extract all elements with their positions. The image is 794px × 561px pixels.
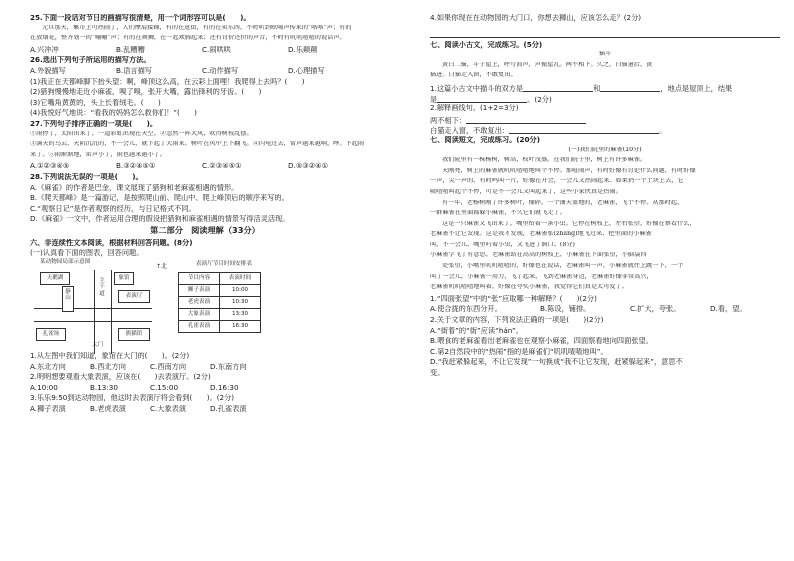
sec7a-q1-score: 。(2分) [527,94,552,104]
q26-item: (2)猎狗慢慢地走近小麻雀，嗅了嗅，张开大嘴，露出锋利的牙齿。( ) [30,88,262,97]
schedule-table [178,272,261,333]
option[interactable]: B.老虎表演 [90,405,126,414]
q25-text-line: 在放烟花，整齐划一的“嘣嘣”声；有的在舞狮，在一起欢腾起来；还有讨价还价的声音，不时有叽叽喳喳的说话声。 [30,35,346,42]
q27-line: ①雨停了，太阳出来了，一道彩虹出现在天空。②忽然一阵大风，吹得树枝乱摆。 [30,130,253,137]
option[interactable]: C.大象表演 [150,405,187,414]
option[interactable]: A.兴冲冲 [30,45,59,54]
option[interactable]: C.②③④⑤① [202,162,242,171]
q25-stem: 25.下面一段话对节日的画描写很清楚，用一个词形容可以是( )。 [30,14,251,22]
option[interactable]: C.动作描写 [202,66,239,75]
schedule-cell: 大象表演 [179,309,220,321]
sec6-q2: 2.明明想要观看大象表演，应该在( )去表演厅。(2分) [30,373,211,382]
schedule-cell: 老虎表演 [179,297,220,309]
option[interactable]: C.扩大，夸张。 [630,305,681,314]
map-performance-hall: 表演厅 [118,290,150,303]
passage-line: 老麻雀叽叽喳喳地叫着，好像在夸奖小麻雀，我觉得它们真是太可爱了。 [430,284,628,291]
option[interactable]: C.15:00 [150,383,179,392]
answer-blank[interactable] [437,94,527,103]
answer-blank[interactable] [466,115,586,124]
option[interactable]: B.乱糟糟 [116,45,145,54]
option[interactable]: A.①②③④⑤ [30,162,70,171]
sec7a-q1-line2-text: 是 [430,94,438,104]
q26-item: (4)我悦好气地说：“看我的妈妈怎么救你们！”( ) [30,109,197,118]
q28-item[interactable]: C.“观察日记”是作者观察的经历，与日记格式不同。 [30,204,196,213]
q26-item: (3)它嘴角黄黄的，头上长着绒毛。( ) [30,98,161,107]
option[interactable]: A.10:00 [30,383,58,392]
sec7b-sub: (一)我们院里的麻雀(10分) [568,146,642,153]
answer-blank[interactable] [523,83,593,92]
q27-stem: 27.下列句子排序正确的一项是( )。 [30,119,158,128]
east-west-road [34,308,152,322]
option[interactable]: B.陈设，铺排。 [540,305,591,314]
schedule-cell: 13:30 [220,309,261,321]
option[interactable]: D.16:30 [210,383,239,392]
map-peacock-field: 孔雀场 [36,328,66,341]
sec7a-q2b-end: 。 [659,126,667,136]
right-column [430,14,780,380]
map-main-road: 主干道 [99,278,105,297]
schedule-cell: 表演时间 [220,273,261,285]
sec7a-q1-mid: 和 [593,83,601,93]
sec6-sub: (一)认真看下面的图表，回答问题。 [30,249,144,258]
sec7b-q2-option[interactable]: A.“街着”的“街”应读“hán”。 [430,326,523,335]
sec7b-q2: 2.关于文章的内容，下列说法正确的一项是( )(2分) [430,316,604,325]
sec7b-title: 七、阅读短文，完成练习。(20分) [430,135,541,144]
sec6-title: 六、非连续性文本阅读，根据材料回答问题。(8分) [30,238,193,247]
passage-line: 小麻雀学飞了有意思。老麻雀站在高高的树枝上，小麻雀在下面张望，小脑袋四 [430,252,647,259]
map-mountain: 静山 [62,286,74,312]
passage-line: 黄白二猫，斗于屋上，呼号而声，声振屋瓦。两不相下。久之，白猫退后，黄 [442,61,653,68]
passage-line: 一声，尖一声的，有时鸣叫一片，好像在开会，一会儿又热闹起来。如果扔一个土块上去，它 [430,178,684,185]
q26-options [30,67,380,78]
option[interactable]: B.③②④⑤① [116,162,156,171]
passage-line: 叫，不一会儿，嘴里叼着小虫，又飞进了洞口。(8分) [430,241,575,248]
option[interactable]: A.使合拢的东西分开。 [430,305,502,314]
option[interactable]: A.外貌描写 [30,66,66,75]
map-panda-hall: 熊猫馆 [118,328,150,341]
sec7a-q2b-text: 白猫走入窗，不敢复出： [430,126,510,136]
option[interactable]: B.西北方向 [90,362,126,371]
schedule-cell: 10:00 [220,285,261,297]
option[interactable]: D.心理描写 [288,66,325,75]
sec6-q3: 3.乐乐9:50到达动物园，他这时去表演厅将会看到( )。(2分) [30,394,235,403]
schedule-cell: 孔雀表演 [179,321,220,333]
passage-line: 天刚亮，树上的麻雀就叽叽喳喳地叫个不停。那喧闹声，有时好像有讨论什么问题，有时好像 [442,167,696,174]
passage-line: 叫了一会儿，小麻雀一用力，飞了起来，飞到老麻雀身边，老麻雀好像非常高兴， [430,273,653,280]
q28-stem: 28.下列说法无误的一项是( )。 [30,172,143,181]
passage-line: 猫进。白猫走入窗，不敢复出。 [430,72,517,79]
q25-options [30,46,380,57]
sec6-q3-options [30,405,380,416]
option[interactable]: D.⑤③②④① [288,162,329,171]
q4-answer-line[interactable] [430,25,780,38]
option[interactable]: C.闹哄哄 [202,45,231,54]
part2-title: 第二部分 阅读理解（33分） [150,224,260,235]
q26-stem: 26.选出下列句子所运用的描写方法。 [30,56,151,65]
sec7a-q1-end: ，地点是屋顶上，结果 [660,83,733,93]
option[interactable]: B.13:30 [90,383,118,392]
sec6-q2-options [30,384,380,395]
schedule-cell: 10:30 [220,297,261,309]
sec7b-passage [430,157,780,295]
q28-item[interactable]: D.《麻雀》一文中，作者运用合理的假设把猎狗和麻雀相遇的情景写得活灵活现。 [30,215,290,224]
sec7a-q2b [430,125,780,136]
sec6-q1-options [30,363,380,374]
q28-item[interactable]: B.《爬天都峰》是一篇游记，是按照爬山前、爬山中、爬上峰顶后的顺序来写的。 [30,194,289,203]
q26-item: (1)我正在天都峰脚下抬头望：啊，峰顶这么高，在云彩上面哩！我爬得上去吗？( ) [30,77,305,86]
schedule-cell: 节目内容 [179,273,220,285]
q27-line: 来了。⑤雨渐渐地，雷声小了，雨也越来越小了。 [30,151,167,158]
q27-line: ③满天的乌云，天阴沉沉的，不一会儿，就下起了大雨来。树叶在风中上下翻飞。④闪电过去，雷声越来越响，哗。下起雨 [30,141,365,148]
schedule-title: 表演厅节目时间安排表 [196,261,252,268]
sec7b-q2-option[interactable]: D.“我赶紧躲起来，不让它发现”一句换成“我不让它发现，赶紧躲起来”，意思不 [430,358,683,367]
schedule-cell: 16:30 [220,321,261,333]
option[interactable]: A.狮子表演 [30,405,66,414]
sec7b-q1-options [430,305,780,316]
passage-line: 一群麻雀在里面都躲小麻雀，不久它们就飞走了。 [430,210,567,217]
q4-stem: 4.如果你现在在动物园的大门口，你想去狮山，应该怎么走？(2分) [430,14,642,22]
passage-line: 处张望，小嘴里叽叽喳喳的，好像也在说话，老麻雀叫一声，小麻雀就往上跳一下，一个 [442,263,684,270]
passage-title: 猫斗 [598,51,612,58]
sec7a-title: 七、阅读小古文，完成练习。(5分) [430,40,543,49]
passage-line: 老麻雀不让它发现。这是我才发现，老麻雀张(zhāng)地飞过来，把里面的小麻雀 [430,231,652,238]
sec7a-q1-text: 1.这篇小古文中描斗的双方是 [430,83,524,93]
sec7b-q2-option-cont: 变。 [430,369,445,377]
sec6-q1: 1.从左图中我们知道，象馆在大门的( )。(2分) [30,352,190,361]
map-title: 某动物园局部示意图 [40,259,91,266]
passage-line: 吸喳喳叫起个不停，可是不一会儿又叫起来了，这些小家伙真是热闹。 [430,188,622,195]
option[interactable]: B.语言描写 [116,66,152,75]
option[interactable]: D.乐颠颠 [288,45,318,54]
map-gate: 大门 [92,342,104,349]
option[interactable]: D.孔雀表演 [210,405,247,414]
q27-options [30,162,380,173]
passage-line: 这是一只麻雀又飞出来了，嘴里衔着一条小虫。它停在树枝上，左右张望，好像在察看什么， [442,220,696,227]
schedule-cell: 狮子表演 [179,285,220,297]
sec7a-q1-line2 [430,94,780,105]
sec7a-q2a [430,115,780,126]
sec7a-q1 [430,83,780,94]
answer-blank[interactable] [600,83,660,92]
map-elephant-hall: 象馆 [114,272,134,285]
q28-item[interactable]: A.《麻雀》的作者是巴金，课文展现了猎狗和老麻雀相遇的情形。 [30,183,239,192]
answer-blank[interactable] [509,125,659,134]
option[interactable]: D.看，望。 [710,305,747,314]
sec7b-q2-option[interactable]: C.第2自然段中的“热闹”指的是麻雀们“叽叽喳喳地叫”。 [430,347,608,356]
sec7a-q2: 2.解释画线句。(1+2=3分) [430,104,519,113]
map-and-schedule [30,259,380,350]
left-column [30,14,380,416]
sec7b-q1: 1.“四面张望”中的“张”应取哪一种解释？( )(2分) [430,294,597,303]
passage-line: 我们院里有一株杨树，树高，枝叶茂盛。在我们院子里，树上有许多麻雀。 [442,157,647,164]
sec7b-q2-option[interactable]: B.喂食的老麻雀看出老麻雀也在观察小麻雀，四面察看地向四面张望。 [430,337,653,346]
option[interactable]: A.东北方向 [30,362,66,371]
zoo-map [34,270,152,354]
north-arrow-icon: ↑北 [156,263,168,271]
q25-text-line: 元旦那天，集市上可热闹了，人们摩肩接踵，有的在逛街，有的在卖东西，不时听到吆喝声传来的“咯咯”声；有的 [42,24,352,31]
passage-line: 有一年，老杨树刚了许多树叶，像碎，一个铺天盖地的，老麻雀，飞个不停。从那时起， [442,199,684,206]
option[interactable]: D.东南方向 [210,362,247,371]
option[interactable]: C.西南方向 [150,362,187,371]
sec7a-q2a-text: 两不相下： [430,115,466,125]
map-swan-lake: 天鹅湖 [40,272,70,285]
